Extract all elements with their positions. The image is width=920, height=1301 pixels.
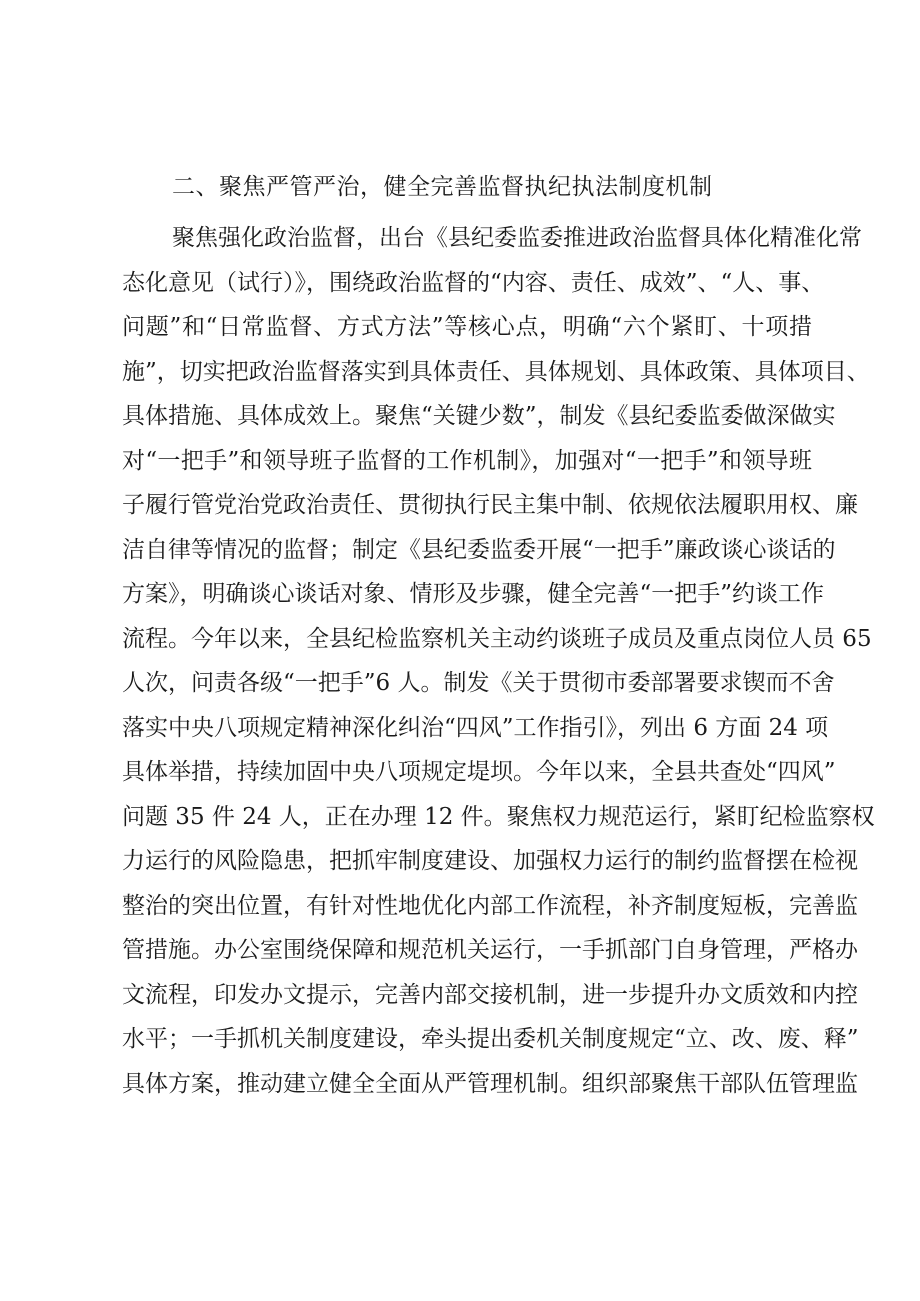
paragraph-line: 态化意见（试行）》，围绕政治监督的“内容、责任、成效”、“人、事、 <box>122 269 825 296</box>
paragraph-line: 子履行管党治党政治责任、贯彻执行民主集中制、依规依法履职用权、廉 <box>122 492 858 518</box>
paragraph-line: 人次，问责各级“一把手”6 人。制发《关于贯彻市委部署要求锲而不舍 <box>122 670 835 696</box>
paragraph-line: 整治的突出位置，有针对性地优化内部工作流程，补齐制度短板，完善监 <box>122 892 858 919</box>
paragraph-line: 管措施。办公室围绕保障和规范机关运行，一手抓部门自身管理，严格办 <box>122 937 858 963</box>
paragraph-line: 流程。今年以来，全县纪检监察机关主动约谈班子成员及重点岗位人员 65 <box>122 625 872 652</box>
paragraph-line: 具体举措，持续加固中央八项规定堤坝。今年以来，全县共查处“四风” <box>122 759 836 785</box>
paragraph-line: 问题 35 件 24 人，正在办理 12 件。聚焦权力规范运行，紧盯纪检监察权 <box>122 803 875 830</box>
paragraph-line: 水平；一手抓机关制度建设，牵头提出委机关制度规定“立、改、废、释” <box>122 1026 859 1052</box>
paragraph-line: 方案》，明确谈心谈话对象、情形及步骤，健全完善“一把手”约谈工作 <box>122 581 825 607</box>
paragraph-line: 施”，切实把政治监督落实到具体责任、具体规划、具体政策、具体项目、 <box>122 358 870 385</box>
paragraph-line: 问题”和“日常监督、方式方法”等核心点，明确“六个紧盯、十项措 <box>122 314 812 340</box>
paragraph-line: 落实中央八项规定精神深化纠治“四风”工作指引》，列出 6 方面 24 项 <box>122 714 829 741</box>
paragraph-line: 具体措施、具体成效上。聚焦“关键少数”，制发《县纪委监委做深做实 <box>122 403 836 429</box>
paragraph-line: 聚焦强化政治监督，出台《县纪委监委推进政治监督具体化精准化常 <box>172 225 862 251</box>
paragraph-line: 对“一把手”和领导班子监督的工作机制》，加强对“一把手”和领导班 <box>122 447 812 474</box>
body-paragraph <box>122 216 875 1106</box>
paragraph-line: 具体方案，推动建立健全全面从严管理机制。组织部聚焦干部队伍管理监 <box>122 1070 858 1097</box>
paragraph-line: 力运行的风险隐患，把抓牢制度建设、加强权力运行的制约监督摆在检视 <box>122 848 858 874</box>
paragraph-line: 洁自律等情况的监督；制定《县纪委监委开展“一把手”廉政谈心谈话的 <box>122 536 836 563</box>
section-heading: 二、聚焦严管严治，健全完善监督执纪执法制度机制 <box>172 174 713 200</box>
paragraph-line: 文流程，印发办文提示，完善内部交接机制，进一步提升办文质效和内控 <box>122 981 858 1008</box>
